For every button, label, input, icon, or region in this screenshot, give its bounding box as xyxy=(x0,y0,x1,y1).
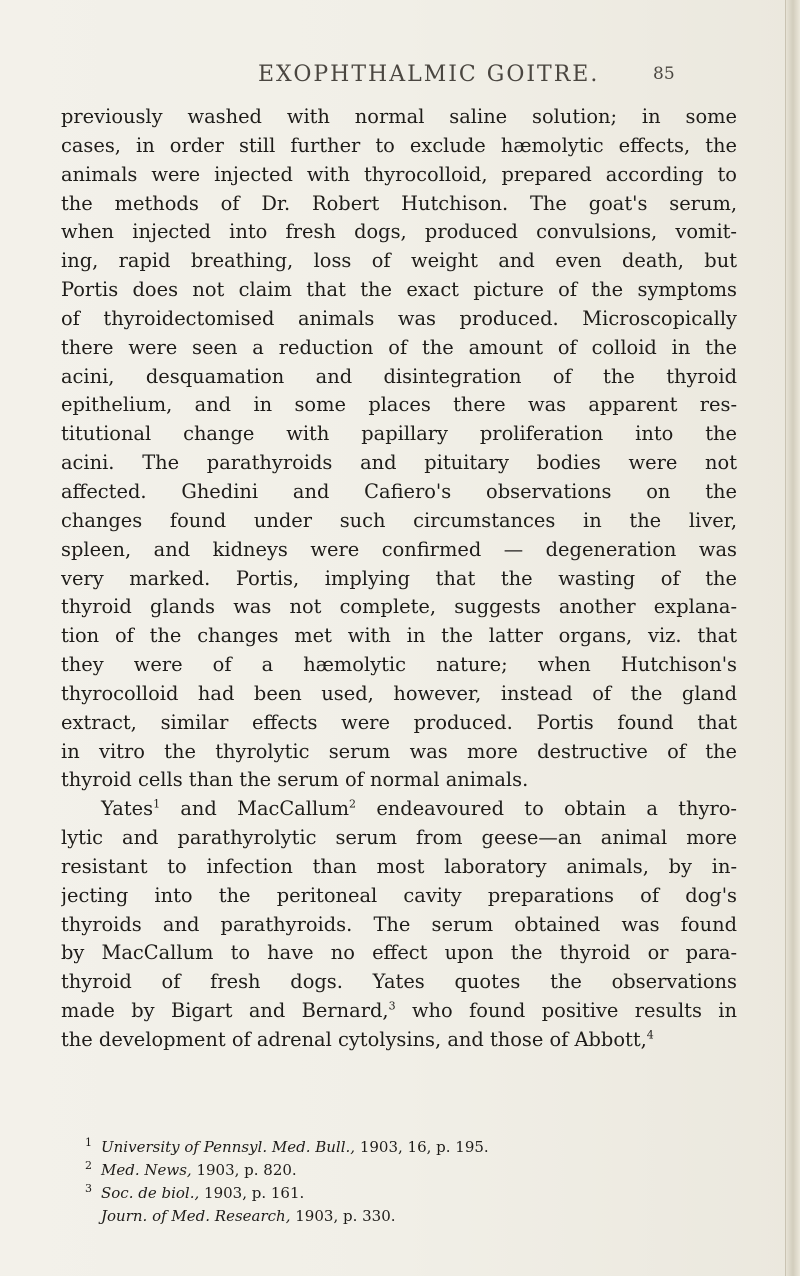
paragraph-start-line xyxy=(61,795,737,824)
text-run: and MacCallum xyxy=(160,797,350,821)
text-run: endeavoured to obtain a thyro- xyxy=(356,797,737,821)
text-line: they were of a hæmolytic nature; when Hutchison's xyxy=(61,653,737,677)
footnote-ref: 3 xyxy=(388,999,396,1013)
text-run: who found positive results in xyxy=(395,999,737,1023)
footnote-ref: 1 xyxy=(153,797,161,811)
text-line: lytic and parathyrolytic serum from geese—an animal more xyxy=(61,826,737,850)
text-line: tion of the changes met with in the latter organs, viz. that xyxy=(61,624,737,648)
citation-title: Journ. of Med. Research, xyxy=(101,1207,291,1225)
text-line: affected. Ghedini and Cafiero's observations on the xyxy=(61,479,737,503)
text-line: very marked. Portis, implying that the wasting of the xyxy=(61,566,737,590)
citation-detail: 1903, p. 330. xyxy=(290,1207,396,1225)
text-run: Yates xyxy=(101,797,154,821)
text-line: thyroid glands was not complete, suggests another explana- xyxy=(61,595,737,619)
text-line: when injected into fresh dogs, produced convulsions, vomit- xyxy=(61,220,737,244)
text-line: thyroid cells than the serum of normal animals. xyxy=(61,768,529,792)
text-line: in vitro the thyrolytic serum was more destructive of the xyxy=(61,739,737,763)
footnote-number: 1 xyxy=(85,1136,92,1149)
text-line: animals were injected with thyrocolloid, prepared according to xyxy=(61,162,737,186)
text-line: previously washed with normal saline solution; in some xyxy=(61,105,737,128)
text-line: thyrocolloid had been used, however, instead of the gland xyxy=(61,681,737,705)
text-line: there were seen a reduction of the amount of colloid in the xyxy=(61,335,737,359)
footnote-number: 3 xyxy=(85,1182,92,1195)
text-line: jecting into the peritoneal cavity preparations of dog's xyxy=(61,883,737,907)
text-line: thyroids and parathyroids. The serum obtained was found xyxy=(61,912,737,936)
text-line: by MacCallum to have no effect upon the thyroid or para- xyxy=(61,941,737,965)
text-line xyxy=(61,997,737,1026)
text-line: spleen, and kidneys were confirmed — degeneration was xyxy=(61,537,737,561)
text-line xyxy=(61,1026,737,1055)
running-head: EXOPHTHALMIC GOITRE. xyxy=(258,62,600,87)
text-run: made by Bigart and Bernard, xyxy=(61,999,389,1023)
text-line: of thyroidectomised animals was produced. Microscopically xyxy=(61,306,737,330)
citation-detail: 1903, p. 161. xyxy=(199,1184,305,1202)
text-line: acini, desquamation and disintegration of the thyroid xyxy=(61,364,737,388)
text-line: extract, similar effects were produced. Portis found that xyxy=(61,710,737,734)
page-edge xyxy=(785,0,800,1276)
text-run: the development of adrenal cytolysins, and those of Abbott, xyxy=(61,1028,647,1051)
footnote xyxy=(61,1159,701,1182)
text-line: thyroid of fresh dogs. Yates quotes the observations xyxy=(61,970,737,994)
citation-title: Med. News, xyxy=(101,1161,192,1179)
text-line: cases, in order still further to exclude hæmolytic effects, the xyxy=(61,133,737,157)
text-line: changes found under such circumstances in the liver, xyxy=(61,508,737,532)
text-line: resistant to infection than most laboratory animals, by in- xyxy=(61,854,737,878)
footnote xyxy=(61,1182,701,1205)
text-line: titutional change with papillary proliferation into the xyxy=(61,422,737,446)
text-line: Portis does not claim that the exact picture of the symptoms xyxy=(61,278,737,302)
footnote-ref: 4 xyxy=(646,1028,654,1042)
page-number: 85 xyxy=(653,64,675,84)
citation-title: University of Pennsyl. Med. Bull., xyxy=(101,1138,356,1156)
footnote-ref: 2 xyxy=(349,797,357,811)
footnote-number: 2 xyxy=(85,1159,92,1172)
citation-title: Soc. de biol., xyxy=(101,1184,200,1202)
page-header xyxy=(0,62,800,96)
footnote xyxy=(61,1136,701,1159)
citation-detail: 1903, p. 820. xyxy=(191,1161,297,1179)
footnotes xyxy=(61,1136,701,1228)
text-line: epithelium, and in some places there was apparent res- xyxy=(61,393,737,417)
footnote xyxy=(61,1205,701,1228)
citation-detail: 1903, 16, p. 195. xyxy=(355,1138,489,1156)
text-line: the methods of Dr. Robert Hutchison. The goat's serum, xyxy=(61,191,737,215)
text-line: acini. The parathyroids and pituitary bodies were not xyxy=(61,451,737,475)
body-text xyxy=(61,103,737,1055)
text-line: ing, rapid breathing, loss of weight and even death, but xyxy=(61,249,737,273)
